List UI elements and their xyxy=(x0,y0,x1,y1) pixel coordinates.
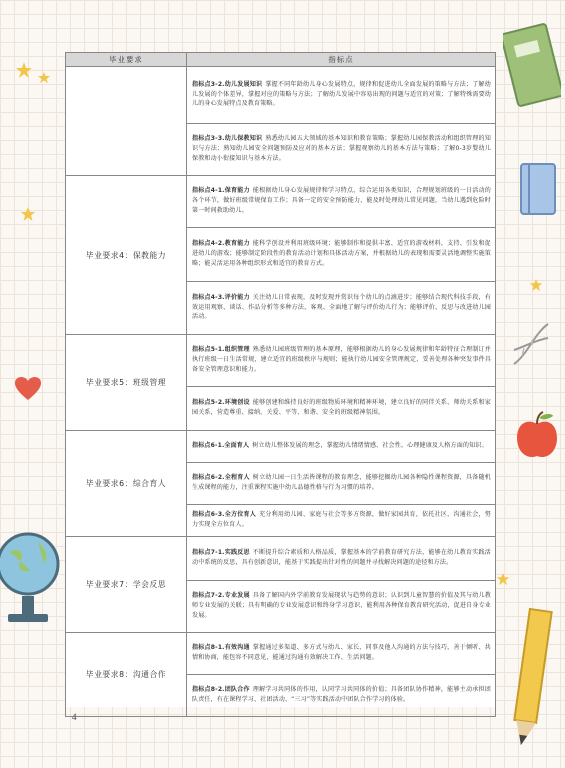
header-requirement: 毕业要求 xyxy=(66,53,187,67)
requirement-cell: 毕业要求6：综合育人 xyxy=(66,431,187,537)
dna-icon xyxy=(508,318,554,370)
indicator-cell xyxy=(187,537,496,581)
book-icon xyxy=(517,160,561,220)
indicator-title: 指标点6-2.全程育人 xyxy=(192,474,250,482)
indicator-cell xyxy=(187,228,496,282)
indicator-cell xyxy=(187,124,496,176)
indicator-text: 树立幼儿园一日生活皆课程的教育理念，能够挖掘幼儿园各种隐性课程资源，具备随机生成课程的能力，注重课程实施中幼儿品德性格与行为习惯的培养。 xyxy=(192,474,491,491)
indicator-title: 指标点4-3.评价能力 xyxy=(192,293,250,301)
stars-icon xyxy=(14,58,54,90)
notebook-icon xyxy=(503,22,561,112)
indicator-cell xyxy=(187,176,496,228)
indicator-text: 充分利用幼儿园、家庭与社会等多方资源，做好家园共育，依托社区，沟通社会，努力实现全方位育人。 xyxy=(192,511,491,528)
indicator-text: 掌握通过多渠道、多方式与幼儿、家长、同事及他人沟通的方法与技巧，善于倾听、共情和协商，能包容不同意见，能通过沟通有效解决工作、生活问题。 xyxy=(192,644,491,661)
indicator-text: 掌握不同年龄幼儿身心发展特点、规律和促进幼儿全面发展的策略与方法；了解幼儿发展的个体差异，掌握对应的策略与方法；了解幼儿发展中容易出现的问题与适宜的对策；了解特殊需要幼儿的身心发展特点及教育策略。 xyxy=(192,80,492,108)
requirement-cell: 毕业要求7：学会反思 xyxy=(66,537,187,633)
indicator-cell xyxy=(187,581,496,633)
indicator-text: 能科学创设并利用班级环境；能够制作和提供丰富、适宜的游戏材料，支持、引发和促进幼儿的游戏；能够制定阶段性的教育活动计划和具体活动方案，并根据幼儿的表现和需要灵活地调整实施策略；能灵活运用各种组织形式和适宜的教育方式。 xyxy=(192,240,491,267)
requirement-cell: 毕业要求8：沟通合作 xyxy=(66,633,187,717)
indicator-text: 树立幼儿整体发展的理念，掌握幼儿情绪情感、社会性、心理健康及人格方面的知识。 xyxy=(252,442,488,450)
requirement-cell: 毕业要求5：班级管理 xyxy=(66,335,187,431)
indicator-text: 能够创建和维持良好的班级物质环境和精神环境，建立良好的同伴关系、师幼关系和家园关系，营造尊重、接纳、关爱、平等、和谐、安全的班级精神氛围。 xyxy=(192,399,491,416)
indicator-title: 指标点6-3.全方位育人 xyxy=(192,511,257,519)
indicator-title: 指标点7-1.实践反思 xyxy=(192,549,250,557)
heart-icon xyxy=(14,376,42,402)
indicator-text: 具备了解国内外学前教育发展现状与趋势的意识；认识到儿童智慧的价值及其与幼儿教师专业发展的关联；具有明确的专业发展意识和终身学习意识，能利用各种保育教育研究活动，促进自身专业发展。 xyxy=(192,592,491,619)
pencil-icon xyxy=(502,604,564,754)
requirement-cell xyxy=(66,67,187,176)
table-row xyxy=(66,335,496,387)
indicator-title: 指标点8-2.团队合作 xyxy=(192,686,250,694)
indicator-cell xyxy=(187,431,496,463)
indicator-title: 指标点4-2.教育能力 xyxy=(192,240,250,248)
indicator-cell xyxy=(187,335,496,387)
indicator-title: 指标点3-3.幼儿保教知识 xyxy=(192,135,263,143)
indicator-cell xyxy=(187,505,496,537)
document-page xyxy=(65,52,495,707)
indicator-text: 熟悉幼儿园班级管理的基本原理，能够根据幼儿的身心发展规律和年龄特征合理制订并执行班级一日生活常规，建立适宜的班级秩序与规则；能执行幼儿园安全管理规定，妥善处理各种突发事件具备安全管理意识和能力。 xyxy=(192,346,491,373)
indicator-title: 指标点5-1.组织管理 xyxy=(192,346,250,354)
globe-icon xyxy=(0,520,64,630)
indicator-cell xyxy=(187,387,496,431)
indicator-cell xyxy=(187,633,496,675)
star-icon xyxy=(20,206,36,222)
indicator-cell xyxy=(187,675,496,717)
star-icon xyxy=(496,572,510,586)
table-row xyxy=(66,67,496,124)
indicator-text: 能根据幼儿身心发展规律和学习特点，综合运用各类知识，合理规划班级的一日活动的各个环节，做好班级常规保育工作；具备一定的安全预防能力，能及时处理幼儿常见问题，当幼儿遇到危险时第一时间救助幼儿。 xyxy=(192,187,491,214)
indicator-text: 关注幼儿日常表现，及时发现并赏识每个幼儿的点滴进步；能够结合现代科技手段，有效运用观察、谈话、作品分析等多种方法，客观、全面地了解与评价幼儿行为；能够评价、反思与改进幼儿园活动。 xyxy=(192,293,491,321)
table-header-row xyxy=(66,53,496,67)
table-row xyxy=(66,537,496,581)
indicator-text: 不断提升综合素质和人格品质，掌握基本的学前教育研究方法，能够在幼儿教育实践活动中系统的反思，具有创新意识，能基于实践提出针对性的问题并寻找解决问题的途径和方法。 xyxy=(192,549,491,566)
table-row xyxy=(66,431,496,463)
indicator-text: 理解学习共同体的作用，认同学习共同体的价值；具备团队协作精神，能够主动承担团队责任，有在课程学习、社团活动、“三习”等实践活动中团队合作学习的体验。 xyxy=(192,686,491,703)
header-indicator: 指标点 xyxy=(187,53,496,67)
requirements-table xyxy=(65,52,496,717)
indicator-title: 指标点5-2.环境创设 xyxy=(192,399,250,407)
apple-icon xyxy=(513,410,561,462)
indicator-cell xyxy=(187,463,496,505)
indicator-title: 指标点4-1.保育能力 xyxy=(192,187,250,195)
indicator-title: 指标点6-1.全面育人 xyxy=(192,442,250,450)
indicator-text: 熟悉幼儿园五大领域的基本知识和教育策略；掌握幼儿园保教活动和组织管理的知识与方法；熟知幼儿园安全问题预防及应对的基本方法；掌握观察幼儿的基本方法与策略；了解0-3岁婴幼儿保教和动小衔接知识与基本方法。 xyxy=(192,135,492,162)
indicator-title: 指标点8-1.有效沟通 xyxy=(192,644,250,652)
requirement-cell: 毕业要求4：保教能力 xyxy=(66,176,187,335)
star-icon xyxy=(529,278,543,292)
table-row xyxy=(66,633,496,675)
indicator-title: 指标点3-2.幼儿发展知识 xyxy=(192,80,263,88)
indicator-title: 指标点7-2.专业发展 xyxy=(192,592,250,600)
page-number: 4 xyxy=(72,712,77,722)
indicator-cell xyxy=(187,67,496,124)
table-row xyxy=(66,176,496,228)
indicator-cell xyxy=(187,282,496,335)
